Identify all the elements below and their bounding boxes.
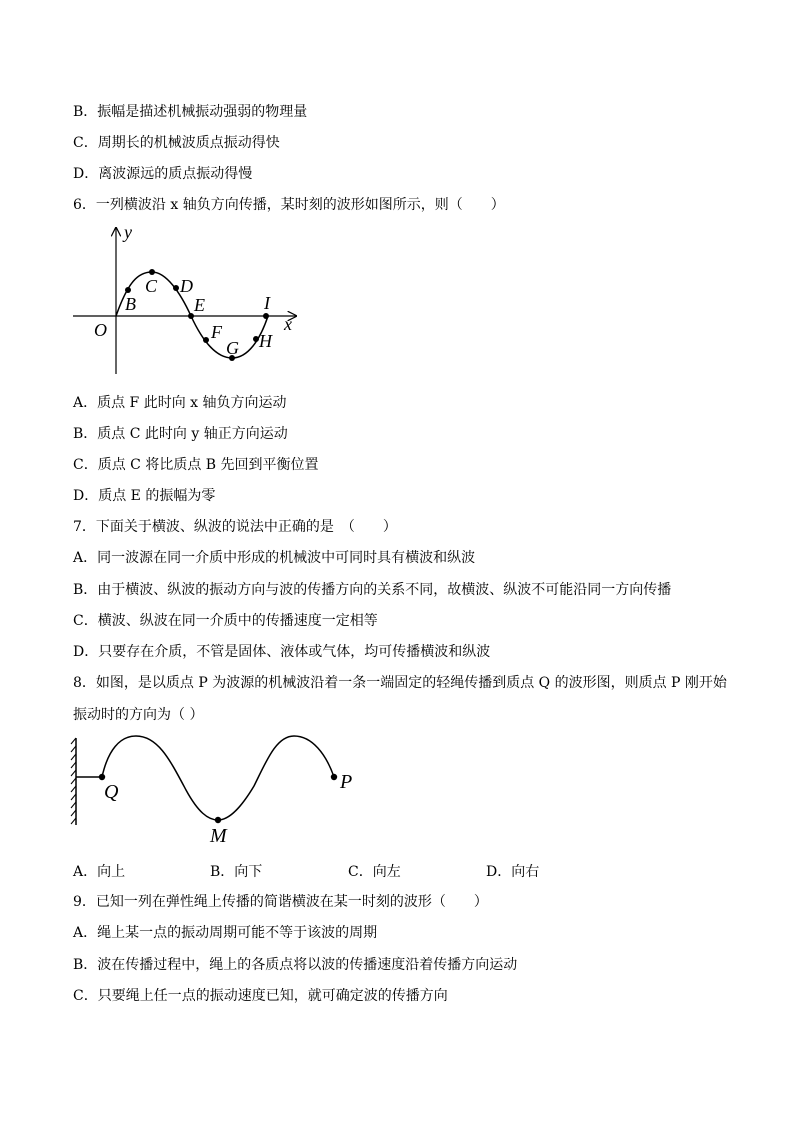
q6-option-c: C．质点 C 将比质点 B 先回到平衡位置 (73, 457, 319, 473)
q5-option-b: B．振幅是描述机械振动强弱的物理量 (73, 104, 308, 120)
q8-option-b: B．向下 (210, 864, 263, 880)
q7-option-c: C．横波、纵波在同一介质中的传播速度一定相等 (73, 613, 378, 629)
label-g: G (226, 338, 239, 358)
rope-wave (102, 736, 334, 820)
q7-option-b: B．由于横波、纵波的振动方向与波的传播方向的关系不同，故横波、纵波不可能沿同一方向传播 (73, 582, 672, 598)
q7-option-a: A．同一波源在同一介质中形成的机械波中可同时具有横波和纵波 (73, 550, 476, 566)
q9-option-c: C．只要绳上任一点的振动速度已知，就可确定波的传播方向 (73, 988, 448, 1004)
point-f (203, 337, 209, 343)
q9-option-a: A．绳上某一点的振动周期可能不等于该波的周期 (73, 925, 378, 941)
q5-option-c: C．周期长的机械波质点振动得快 (73, 135, 280, 151)
q9-option-b: B．波在传播过程中，绳上的各质点将以波的传播速度沿着传播方向运动 (73, 957, 518, 973)
q8-rope-figure (68, 730, 368, 850)
label-c: C (145, 276, 158, 296)
q7-stem: 7．下面关于横波、纵波的说法中正确的是 （ ） (73, 519, 397, 535)
label-f: F (211, 322, 222, 342)
label-x: x (284, 314, 292, 334)
q8-option-d: D．向右 (486, 864, 540, 880)
point-c (149, 269, 155, 275)
label-m: M (210, 825, 227, 847)
q8-stem-line1: 8．如图，是以质点 P 为波源的机械波沿着一条一端固定的轻绳传播到质点 Q 的波形图，则质点 P 刚开始 (73, 675, 727, 691)
point-q (99, 774, 105, 780)
q8-option-a: A．向上 (73, 864, 126, 880)
q6-option-a: A．质点 F 此时向 x 轴负方向运动 (73, 395, 287, 411)
point-i (263, 313, 269, 319)
label-origin: O (94, 320, 107, 340)
label-q: Q (104, 781, 119, 803)
label-p: P (340, 771, 353, 793)
q6-stem: 6．一列横波沿 x 轴负方向传播，某时刻的波形如图所示，则（ ） (73, 197, 505, 213)
point-p (331, 774, 337, 780)
q8-option-c: C．向左 (348, 864, 401, 880)
label-y: y (124, 222, 132, 242)
label-h: H (259, 331, 272, 351)
q6-option-d: D．质点 E 的振幅为零 (73, 488, 216, 504)
point-d (173, 285, 179, 291)
label-b: B (125, 294, 136, 314)
q9-stem: 9．已知一列在弹性绳上传播的简谐横波在某一时刻的波形（ ） (73, 894, 488, 910)
label-d: D (180, 276, 193, 296)
q6-wave-figure (68, 222, 308, 382)
q8-stem-line2: 振动时的方向为（ ） (73, 707, 204, 723)
point-m (215, 817, 221, 823)
point-b (125, 287, 131, 293)
q6-option-b: B．质点 C 此时向 y 轴正方向运动 (73, 426, 288, 442)
q5-option-d: D．离波源远的质点振动得慢 (73, 166, 253, 182)
q7-option-d: D．只要存在介质，不管是固体、液体或气体，均可传播横波和纵波 (73, 644, 491, 660)
label-e: E (194, 295, 205, 315)
label-i: I (264, 293, 270, 313)
